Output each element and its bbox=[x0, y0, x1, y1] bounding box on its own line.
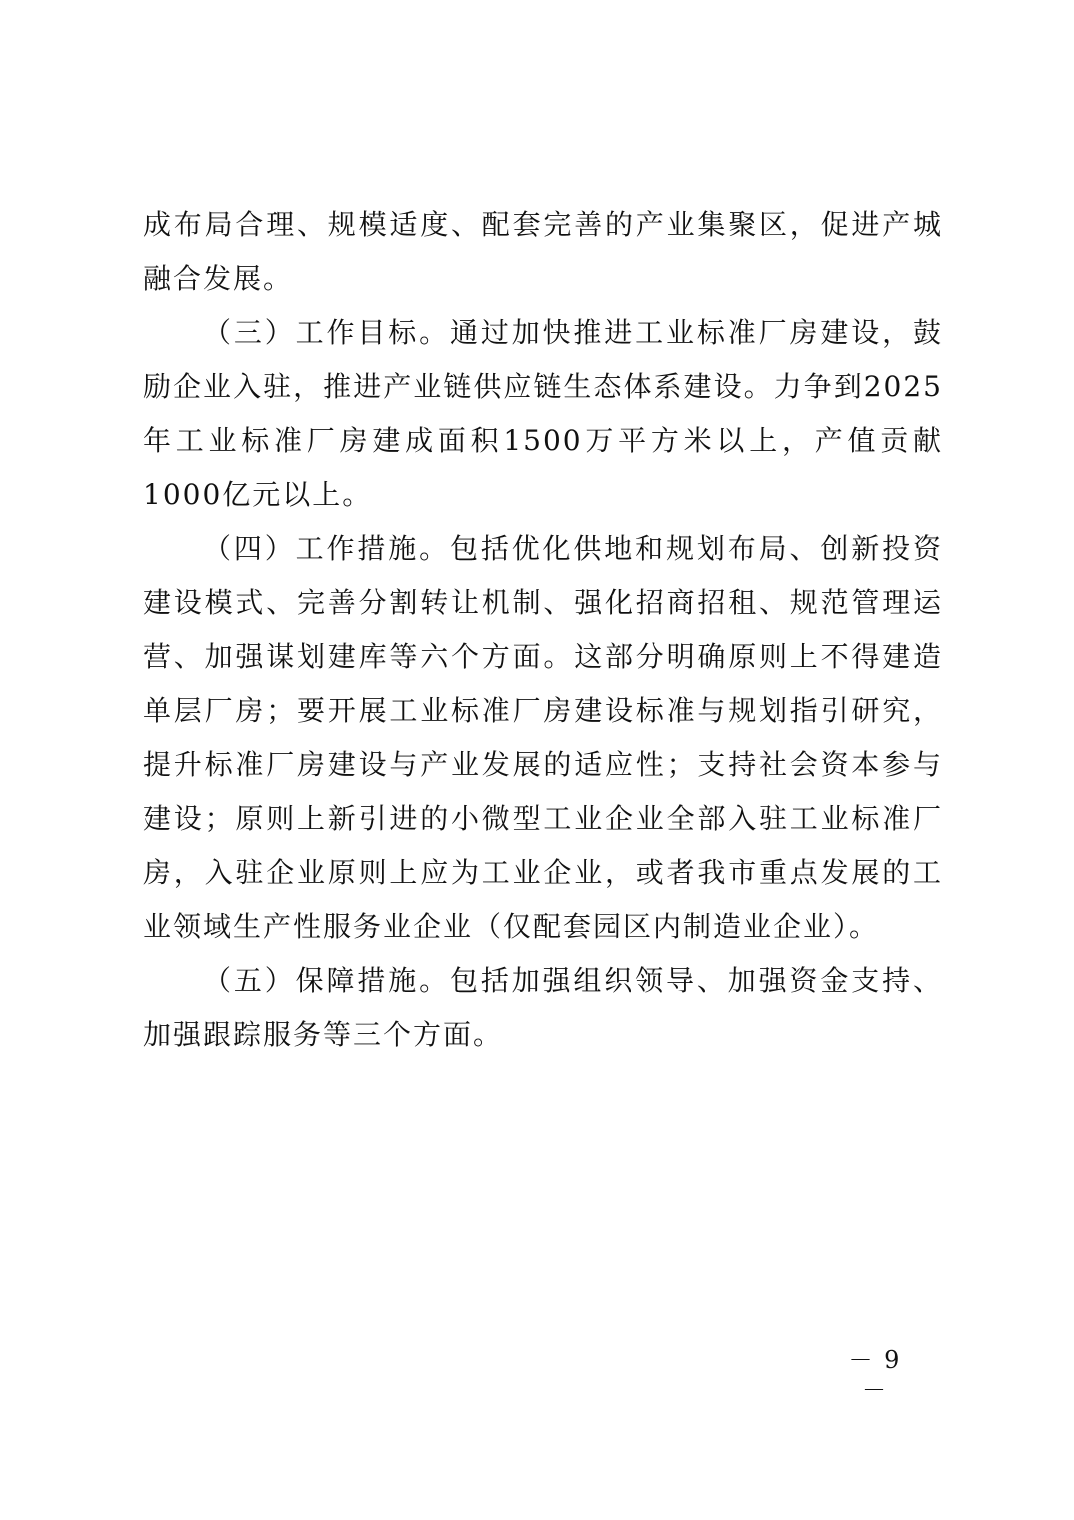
paragraph-work-goals: （三）工作目标。通过加快推进工业标准厂房建设，鼓励企业入驻，推进产业链供应链生态体系建设。力争到2025年工业标准厂房建成面积1500万平方米以上，产值贡献1000亿元以上。 bbox=[143, 316, 943, 511]
paragraph-work-measures: （四）工作措施。包括优化供地和规划布局、创新投资建设模式、完善分割转让机制、强化招商招租、规范管理运营、加强谋划建库等六个方面。这部分明确原则上不得建造单层厂房；要开展工业标准厂房建设标准与规划指引研究，提升标准厂房建设与产业发展的适应性；支持社会资本参与建设；原则上新引进的小微型工业企业全部入驻工业标准厂房，入驻企业原则上应为工业企业，或者我市重点发展的工业领域生产性服务业企业（仅配套园区内制造业企业）。 bbox=[143, 532, 943, 943]
document-body bbox=[143, 198, 943, 1062]
page-number: － 9 － bbox=[848, 1346, 902, 1404]
paragraph-continuation: 成布局合理、规模适度、配套完善的产业集聚区，促进产城融合发展。 bbox=[143, 208, 943, 295]
paragraph-safeguard-measures: （五）保障措施。包括加强组织领导、加强资金支持、加强跟踪服务等三个方面。 bbox=[143, 964, 943, 1051]
